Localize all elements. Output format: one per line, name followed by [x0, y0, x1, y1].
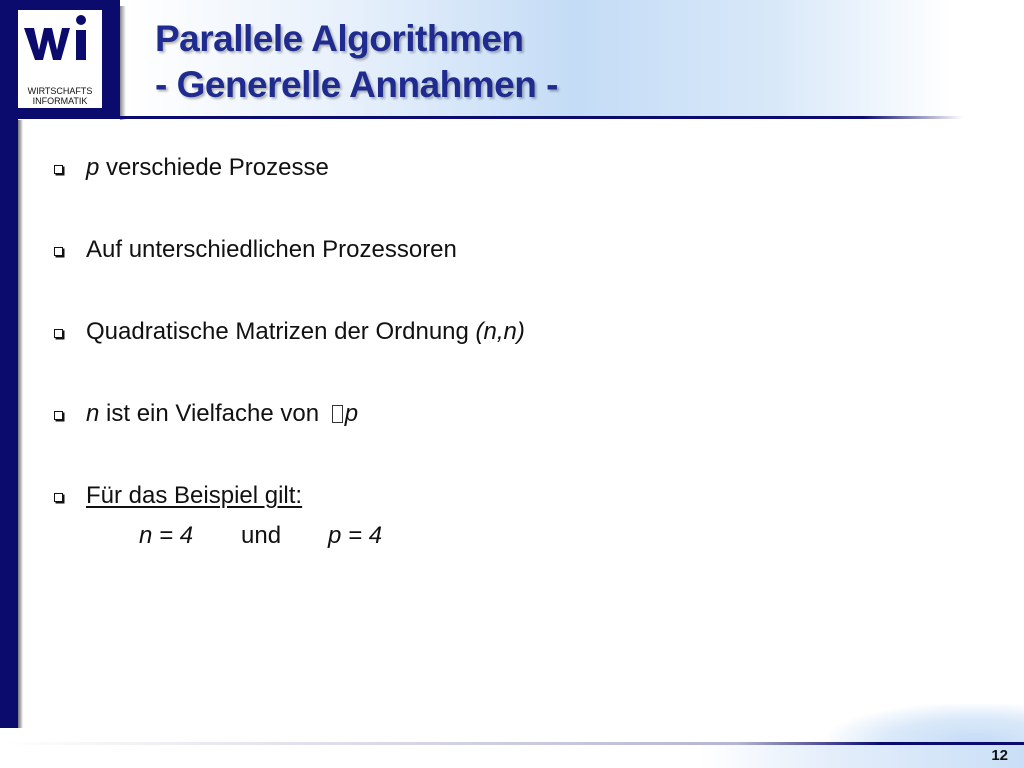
logo-caption-line1: WIRTSCHAFTS: [27, 86, 93, 96]
bullet-1-variable: p: [86, 154, 100, 181]
bullet-marker-icon: [54, 165, 63, 174]
left-bar-shadow: [18, 120, 23, 728]
bullet-3-text: Quadratische Matrizen der Ordnung: [86, 318, 476, 345]
bullet-item-1: [86, 154, 329, 182]
page-number: 12: [991, 747, 1008, 764]
bullet-item-3: [86, 318, 525, 346]
bullet-2-text: Auf unterschiedlichen Prozessoren: [86, 236, 457, 263]
logo-caption-line2: INFORMATIK: [32, 96, 88, 106]
bullet-1-text: verschiede Prozesse: [99, 154, 329, 181]
bullet-item-4: [86, 400, 358, 428]
bullet-marker-icon: [54, 329, 63, 338]
bullet-item-5: [86, 482, 302, 510]
bullet-4-variable: n: [86, 400, 100, 427]
slide-title: [155, 16, 558, 108]
header-divider-fade: [863, 116, 963, 119]
bullet-4-variable-end: p: [344, 400, 359, 427]
footer-glow: [830, 704, 1024, 742]
logo-caption: [18, 86, 102, 106]
bullet-item-2: [86, 236, 457, 264]
header-divider: [18, 116, 863, 119]
missing-symbol-glyph: [332, 405, 343, 423]
bullet-marker-icon: [54, 493, 63, 502]
wi-logo: [18, 10, 102, 108]
example-p: p = 4: [328, 522, 383, 549]
logo-shadow: [120, 6, 126, 120]
bullet-3-order: (n,n): [475, 318, 525, 345]
bullet-5-text: Für das Beispiel gilt:: [86, 482, 303, 509]
slide-title-line2: - Generelle Annahmen -: [155, 64, 558, 105]
footer-divider: [0, 742, 1024, 745]
bullet-marker-icon: [54, 411, 63, 420]
slide-title-line1: Parallele Algorithmen: [155, 18, 524, 59]
wi-logo-mark: [22, 14, 98, 66]
example-n: n = 4: [139, 522, 194, 549]
bullet-marker-icon: [54, 247, 63, 256]
bullet-4-text: ist ein Vielfache von: [99, 400, 326, 427]
footer-background: [700, 745, 1024, 768]
example-connector: und: [241, 522, 282, 549]
logo-frame: [0, 0, 120, 118]
